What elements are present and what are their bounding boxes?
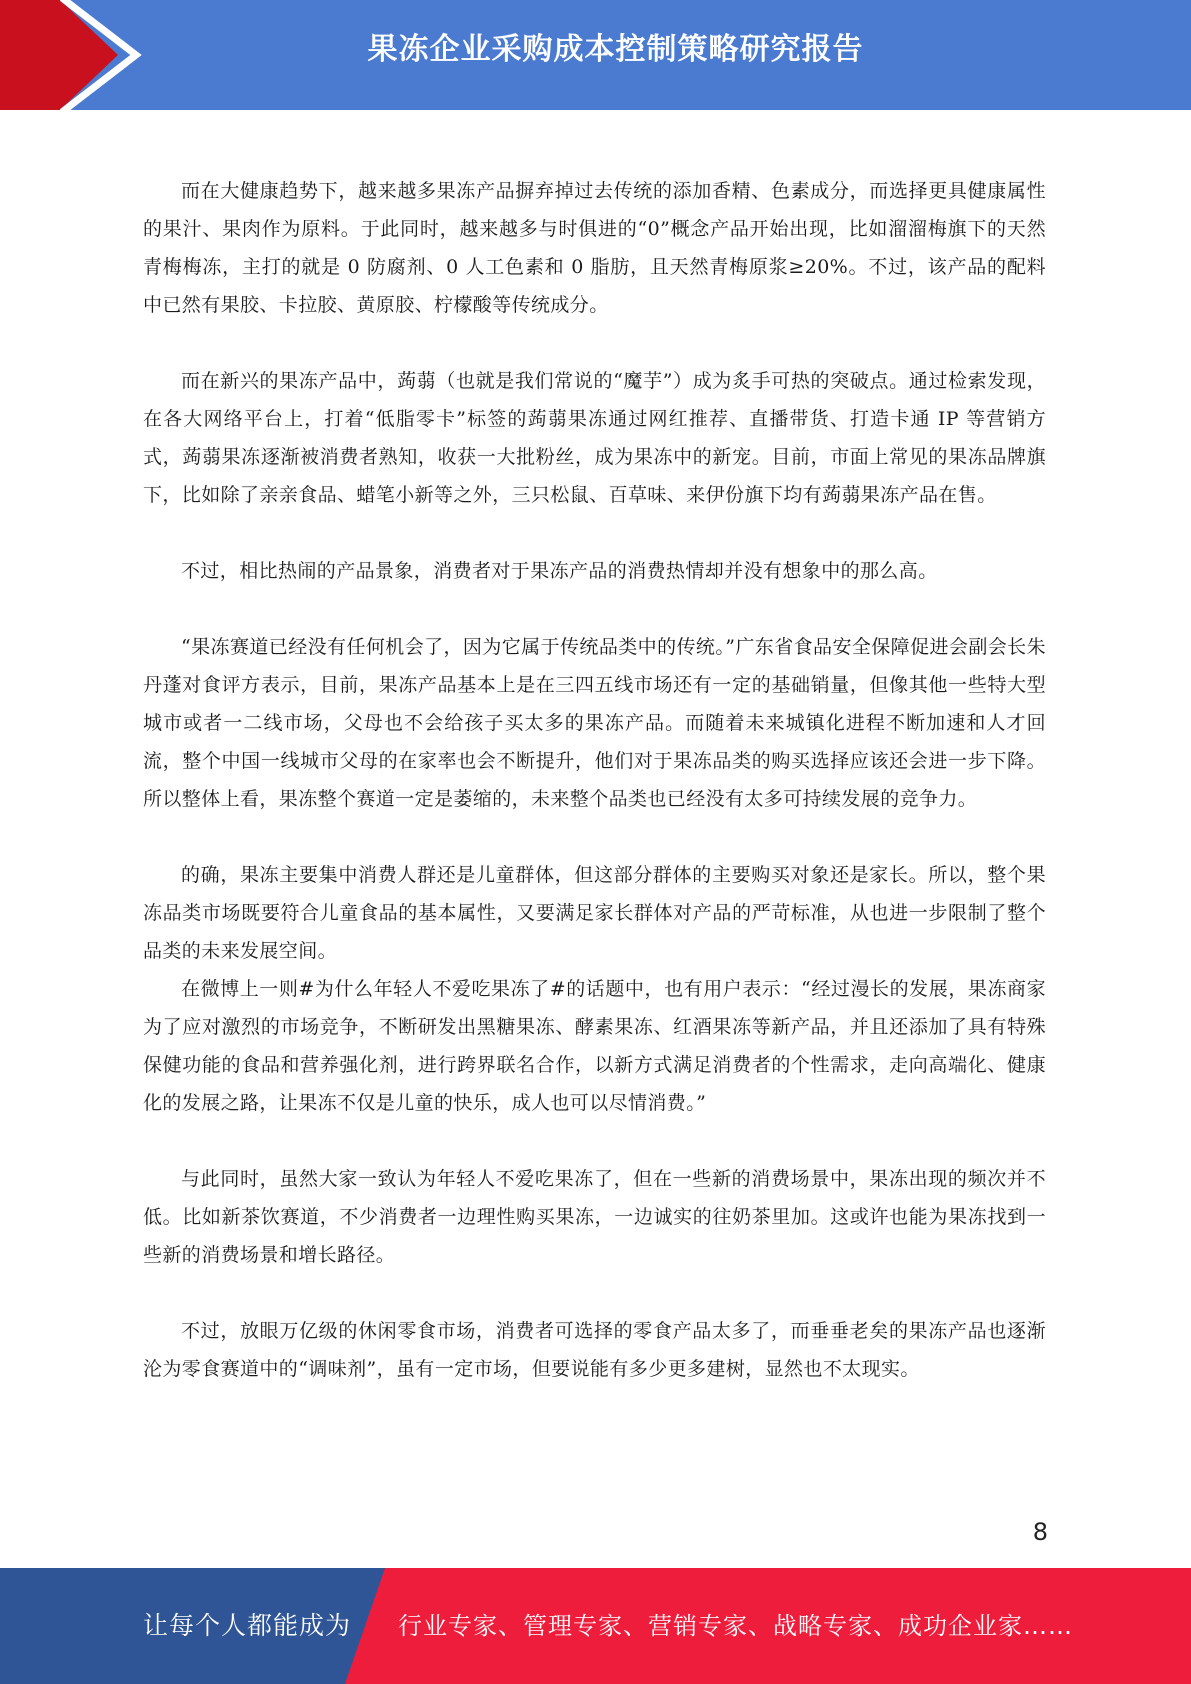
article-body [143, 172, 1046, 1388]
page-footer [0, 1568, 1191, 1684]
paragraph: 与此同时，虽然大家一致认为年轻人不爱吃果冻了，但在一些新的消费场景中，果冻出现的频次并不低。比如新茶饮赛道，不少消费者一边理性购买果冻，一边诚实的往奶茶里加。这或许也能为果冻找到一些新的消费场景和增长路径。 [143, 1168, 1046, 1266]
paragraph: 不过，放眼万亿级的休闲零食市场，消费者可选择的零食产品太多了，而垂垂老矣的果冻产品也逐渐沦为零食赛道中的“调味剂”，虽有一定市场，但要说能有多少更多建树，显然也不太现实。 [143, 1320, 1046, 1380]
paragraph: “果冻赛道已经没有任何机会了，因为它属于传统品类中的传统。”广东省食品安全保障促进会副会长朱丹蓬对食评方表示，目前，果冻产品基本上是在三四五线市场还有一定的基础销量，但像其他一些特大型城市或者一二线市场，父母也不会给孩子买太多的果冻产品。而随着未来城镇化进程不断加速和人才回流，整个中国一线城市父母的在家率也会不断提升，他们对于果冻品类的购买选择应该还会进一步下降。所以整体上看，果冻整个赛道一定是萎缩的，未来整个品类也已经没有太多可持续发展的竞争力。 [143, 636, 1046, 810]
paragraph: 而在新兴的果冻产品中，蒟蒻（也就是我们常说的“魔芋”）成为炙手可热的突破点。通过检索发现，在各大网络平台上，打着“低脂零卡”标签的蒟蒻果冻通过网红推荐、直播带货、打造卡通 IP 等营销方式，蒟蒻果冻逐渐被消费者熟知，收获一大批粉丝，成为果冻中的新宠。目前，市面上常见的果冻品牌旗下，比如除了亲亲食品、蜡笔小新等之外，三只松鼠、百草味、来伊份旗下均有蒟蒻果冻产品在售。 [143, 370, 1046, 506]
report-title: 果冻企业采购成本控制策略研究报告 [367, 32, 864, 67]
paragraph: 而在大健康趋势下，越来越多果冻产品摒弃掉过去传统的添加香精、色素成分，而选择更具健康属性的果汁、果肉作为原料。于此同时，越来越多与时俱进的“0”概念产品开始出现，比如溜溜梅旗下的天然青梅梅冻，主打的就是 0 防腐剂、0 人工色素和 0 脂肪，且天然青梅原浆≥20%。不过，该产品的配料中已然有果胶、卡拉胶、黄原胶、柠檬酸等传统成分。 [143, 180, 1046, 316]
page-header [0, 0, 1191, 110]
paragraph: 的确，果冻主要集中消费人群还是儿童群体，但这部分群体的主要购买对象还是家长。所以，整个果冻品类市场既要符合儿童食品的基本属性，又要满足家长群体对产品的严苛标准，从也进一步限制了整个品类的未来发展空间。 [143, 864, 1046, 962]
paragraph: 不过，相比热闹的产品景象，消费者对于果冻产品的消费热情却并没有想象中的那么高。 [181, 560, 938, 582]
footer-slogan-tail: 行业专家、管理专家、营销专家、战略专家、成功企业家…… [398, 1612, 1073, 1640]
page-number: 8 [1032, 1518, 1048, 1546]
footer-slogan-lead: 让每个人都能成为 [143, 1611, 352, 1640]
paragraph: 在微博上一则#为什么年轻人不爱吃果冻了#的话题中，也有用户表示：“经过漫长的发展，果冻商家为了应对激烈的市场竞争，不断研发出黑糖果冻、酵素果冻、红酒果冻等新产品，并且还添加了具有特殊保健功能的食品和营养强化剂，进行跨界联名合作，以新方式满足消费者的个性需求，走向高端化、健康化的发展之路，让果冻不仅是儿童的快乐，成人也可以尽情消费。” [143, 978, 1046, 1114]
